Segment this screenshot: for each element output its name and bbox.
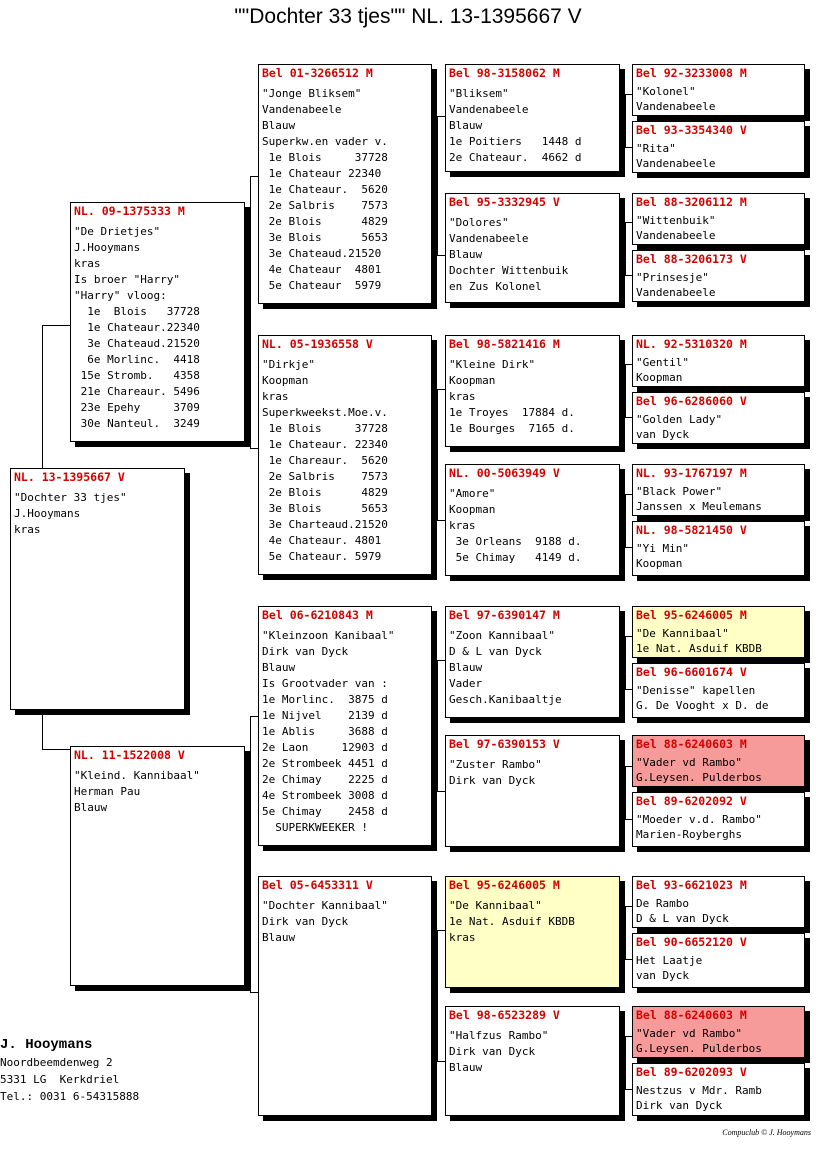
card-line: 23e Epehy 3709 xyxy=(74,401,200,414)
card-line: 3e Blois 5653 xyxy=(262,231,388,244)
pigeon-card-father xyxy=(70,202,245,442)
card-lines xyxy=(71,224,244,432)
card-line: 2e Blois 4829 xyxy=(262,486,388,499)
card-line: kras xyxy=(449,519,476,532)
card-line: J.Hooymans xyxy=(74,241,141,254)
card-line: "Golden Lady" xyxy=(636,413,723,426)
card-lines xyxy=(259,898,431,946)
card-line: Dirk van Dyck xyxy=(262,915,349,928)
pigeon-card-fmff xyxy=(632,335,805,387)
connector-mmf xyxy=(625,906,632,960)
ring-number: Bel 88-3206112 M xyxy=(636,195,747,209)
card-lines xyxy=(446,357,619,437)
card-lines xyxy=(259,86,431,294)
pigeon-card-mf xyxy=(258,606,432,846)
card-line: 1e Chateaur. 5620 xyxy=(262,183,388,196)
ring-number: Bel 96-6286060 V xyxy=(636,394,747,408)
card-lines xyxy=(446,486,619,566)
card-line: "Halfzus Rambo" xyxy=(449,1029,549,1042)
card-line: 1e Chateaur. 22340 xyxy=(262,438,388,451)
card-line: 1e Bourges 7165 d. xyxy=(449,422,575,435)
pigeon-card-fmmf xyxy=(632,464,805,516)
card-lines xyxy=(446,1028,619,1076)
card-line: 3e Orleans 9188 d. xyxy=(449,535,582,548)
card-line: Vandenabeele xyxy=(636,157,716,170)
card-line: 2e Blois 4829 xyxy=(262,215,388,228)
ring-number: Bel 97-6390147 M xyxy=(449,608,560,622)
card-line: "Moeder v.d. Rambo" xyxy=(636,813,762,826)
card-line: 1e Nat. Asduif KBDB xyxy=(636,642,762,655)
pigeon-card-fmm xyxy=(445,464,620,576)
ring-number: Bel 98-5821416 M xyxy=(449,337,560,351)
card-line: Blauw xyxy=(262,931,296,944)
card-line: Vandenabeele xyxy=(636,286,716,299)
credit-footer: Compuclub © J. Hooymans xyxy=(722,1128,811,1137)
pigeon-card-mfmm xyxy=(632,792,805,847)
card-lines xyxy=(633,355,804,385)
card-lines xyxy=(446,757,619,789)
ring-number: Bel 89-6202093 V xyxy=(636,1065,747,1079)
pigeon-card-ffmm xyxy=(632,250,805,302)
card-line: "Harry" vloog: xyxy=(74,289,167,302)
card-line: 2e Strombeek 4451 d xyxy=(262,757,388,770)
ring-number: Bel 95-3332945 V xyxy=(449,195,560,209)
card-line: Blauw xyxy=(262,661,296,674)
card-lines xyxy=(633,270,804,300)
card-line: Dirk van Dyck xyxy=(449,1045,536,1058)
ring-number: NL. 98-5821450 V xyxy=(636,523,747,537)
pigeon-card-fff xyxy=(445,64,620,172)
ring-number: Bel 97-6390153 V xyxy=(449,737,560,751)
card-line: "Kolonel" xyxy=(636,85,696,98)
card-line: 5e Chimay 4149 d. xyxy=(449,551,582,564)
card-lines xyxy=(71,768,244,816)
pigeon-card-ffm xyxy=(445,193,620,303)
card-lines xyxy=(633,626,804,656)
card-line: Blauw xyxy=(449,661,483,674)
card-lines xyxy=(633,1026,804,1056)
card-line: "Vader vd Rambo" xyxy=(636,756,742,769)
card-line: Dirk van Dyck xyxy=(262,645,349,658)
card-lines xyxy=(633,541,804,571)
card-line: "Amore" xyxy=(449,487,496,500)
pigeon-card-fm xyxy=(258,335,432,575)
card-line: Koopman xyxy=(636,371,683,384)
card-line: Herman Pau xyxy=(74,785,141,798)
pigeon-card-subject xyxy=(10,468,185,710)
card-line: 5e Chateaur. 5979 xyxy=(262,550,382,563)
card-lines xyxy=(633,1083,804,1113)
card-line: "Kleind. Kannibaal" xyxy=(74,769,200,782)
card-line: Vandenabeele xyxy=(449,103,529,116)
card-line: Blauw xyxy=(449,119,483,132)
owner-info xyxy=(0,1036,139,1105)
card-line: Koopman xyxy=(636,557,683,570)
pigeon-card-mfff xyxy=(632,606,805,658)
pigeon-card-fffm xyxy=(632,121,805,173)
card-line: Blauw xyxy=(449,1061,483,1074)
ring-number: NL. 09-1375333 M xyxy=(74,204,185,218)
ring-number: NL. 05-1936558 V xyxy=(262,337,373,351)
pigeon-card-mmmf xyxy=(632,1006,805,1058)
card-line: 21e Chareaur. 5496 xyxy=(74,385,200,398)
card-line: SUPERKWEEKER ! xyxy=(262,821,368,834)
pigeon-card-mmm xyxy=(445,1006,620,1116)
card-lines xyxy=(446,628,619,708)
card-line: Marien-Royberghs xyxy=(636,828,742,841)
card-line: 1e Chateaur.22340 xyxy=(74,321,200,334)
card-line: Dochter Wittenbuik xyxy=(449,264,569,277)
card-line: kras xyxy=(74,257,101,270)
ring-number: NL. 92-5310320 M xyxy=(636,337,747,351)
card-line: "Bliksem" xyxy=(449,87,509,100)
card-line: 4e Chateaur. 4801 xyxy=(262,534,382,547)
card-line: Koopman xyxy=(449,374,496,387)
card-lines xyxy=(633,812,804,842)
connector-fff xyxy=(625,94,632,148)
connector-mfm xyxy=(625,766,632,820)
pigeon-card-fmfm xyxy=(632,392,805,444)
card-line: 1e Chateaur 22340 xyxy=(262,167,382,180)
card-line: 3e Chateaud.21520 xyxy=(74,337,200,350)
card-line: "Zoon Kannibaal" xyxy=(449,629,555,642)
connector-mmm xyxy=(625,1036,632,1090)
connector-mff xyxy=(625,636,632,690)
card-line: Is Grootvader van : xyxy=(262,677,388,690)
card-line: van Dyck xyxy=(636,428,689,441)
card-line: 4e Chateaur 4801 xyxy=(262,263,382,276)
card-lines xyxy=(633,141,804,171)
card-line: Blauw xyxy=(74,801,108,814)
card-lines xyxy=(446,215,619,295)
pigeon-card-mff xyxy=(445,606,620,718)
card-line: "De Kannibaal" xyxy=(449,899,542,912)
card-line: 2e Chateaur. 4662 d xyxy=(449,151,582,164)
card-line: "Dolores" xyxy=(449,216,509,229)
card-lines xyxy=(633,683,804,713)
ring-number: Bel 98-3158062 M xyxy=(449,66,560,80)
card-line: Blauw xyxy=(449,248,483,261)
card-line: "Dochter Kannibaal" xyxy=(262,899,388,912)
ring-number: Bel 90-6652120 V xyxy=(636,935,747,949)
pigeon-card-ffff xyxy=(632,64,805,116)
ring-number: NL. 11-1522008 V xyxy=(74,748,185,762)
card-line: 5e Chimay 2458 d xyxy=(262,805,388,818)
card-lines xyxy=(633,953,804,983)
card-line: D & L van Dyck xyxy=(449,645,542,658)
card-line: "Wittenbuik" xyxy=(636,214,716,227)
card-lines xyxy=(11,490,184,538)
ring-number: NL. 00-5063949 V xyxy=(449,466,560,480)
card-line: 15e Stromb. 4358 xyxy=(74,369,200,382)
ring-number: Bel 89-6202092 V xyxy=(636,794,747,808)
card-lines xyxy=(633,896,804,926)
card-line: 1e Blois 37728 xyxy=(74,305,200,318)
owner-phone-line: Tel.: 0031 6-54315888 xyxy=(0,1090,140,1103)
pigeon-card-fmf xyxy=(445,335,620,447)
card-line: Janssen x Meulemans xyxy=(636,500,762,513)
card-line: "Zuster Rambo" xyxy=(449,758,542,771)
card-line: "Gentil" xyxy=(636,356,689,369)
connector-fmf xyxy=(625,364,632,418)
card-line: "Jonge Bliksem" xyxy=(262,87,362,100)
card-line: 3e Blois 5653 xyxy=(262,502,388,515)
card-line: G.Leysen. Pulderbos xyxy=(636,771,762,784)
card-line: De Rambo xyxy=(636,897,689,910)
card-line: Vader xyxy=(449,677,483,690)
card-line: 1e Ablis 3688 d xyxy=(262,725,388,738)
card-line: Vandenabeele xyxy=(636,100,716,113)
card-line: Nestzus v Mdr. Ramb xyxy=(636,1084,762,1097)
card-line: "Prinsesje" xyxy=(636,271,709,284)
card-lines xyxy=(633,755,804,785)
card-lines xyxy=(633,484,804,514)
ring-number: Bel 98-6523289 V xyxy=(449,1008,560,1022)
card-line: J.Hooymans xyxy=(14,507,81,520)
ring-number: Bel 93-6621023 M xyxy=(636,878,747,892)
card-line: "Kleinzoon Kanibaal" xyxy=(262,629,395,642)
card-line: 1e Troyes 17884 d. xyxy=(449,406,575,419)
card-line: 5e Chateaur 5979 xyxy=(262,279,382,292)
owner-name: J. Hooymans xyxy=(0,1037,93,1053)
pigeon-card-mmfm xyxy=(632,933,805,988)
pedigree-title: ""Dochter 33 tjes"" NL. 13-1395667 V xyxy=(234,5,582,28)
card-lines xyxy=(259,357,431,565)
connector-ffm xyxy=(625,222,632,276)
card-line: "Yi Min" xyxy=(636,542,689,555)
card-line: G. De Vooght x D. de xyxy=(636,699,769,712)
pigeon-card-mffm xyxy=(632,663,805,718)
card-line: 1e Blois 37728 xyxy=(262,422,388,435)
card-lines xyxy=(446,898,619,946)
ring-number: Bel 95-6246005 M xyxy=(636,608,747,622)
card-line: "Dochter 33 tjes" xyxy=(14,491,127,504)
card-line: Dirk van Dyck xyxy=(636,1099,723,1112)
card-line: 6e Morlinc. 4418 xyxy=(74,353,200,366)
card-line: Vandenabeele xyxy=(262,103,342,116)
card-lines xyxy=(446,86,619,166)
card-line: Superkw.en vader v. xyxy=(262,135,388,148)
card-lines xyxy=(259,628,431,836)
ring-number: Bel 96-6601674 V xyxy=(636,665,747,679)
card-lines xyxy=(633,412,804,442)
pigeon-card-mother xyxy=(70,746,245,986)
card-line: 3e Chateaud.21520 xyxy=(262,247,382,260)
ring-number: Bel 05-6453311 V xyxy=(262,878,373,892)
card-line: 1e Poitiers 1448 d xyxy=(449,135,582,148)
card-line: "De Drietjes" xyxy=(74,225,161,238)
owner-address-line: Noordbeemdenweg 2 xyxy=(0,1056,113,1069)
ring-number: Bel 93-3354340 V xyxy=(636,123,747,137)
card-line: "Vader vd Rambo" xyxy=(636,1027,742,1040)
card-line: kras xyxy=(449,390,476,403)
ring-number: Bel 95-6246005 M xyxy=(449,878,560,892)
card-lines xyxy=(633,84,804,114)
card-line: van Dyck xyxy=(636,969,689,982)
card-line: Vandenabeele xyxy=(636,229,716,242)
connector-fmm xyxy=(625,494,632,548)
pigeon-card-mmf xyxy=(445,876,620,988)
card-line: en Zus Kolonel xyxy=(449,280,542,293)
card-line: 2e Chimay 2225 d xyxy=(262,773,388,786)
ring-number: NL. 13-1395667 V xyxy=(14,470,125,484)
card-line: D & L van Dyck xyxy=(636,912,729,925)
card-line: Is broer "Harry" xyxy=(74,273,180,286)
card-line: "Kleine Dirk" xyxy=(449,358,536,371)
ring-number: Bel 88-6240603 M xyxy=(636,737,747,751)
card-line: Koopman xyxy=(262,374,309,387)
card-line: Superkweekst.Moe.v. xyxy=(262,406,388,419)
pigeon-card-ffmf xyxy=(632,193,805,245)
ring-number: Bel 88-3206173 V xyxy=(636,252,747,266)
owner-postal-line: 5331 LG Kerkdriel xyxy=(0,1073,120,1086)
card-line: Het Laatje xyxy=(636,954,703,967)
card-line: "Dirkje" xyxy=(262,358,315,371)
card-line: 1e Morlinc. 3875 d xyxy=(262,693,388,706)
card-line: kras xyxy=(449,931,476,944)
card-line: Gesch.Kanibaaltje xyxy=(449,693,562,706)
pigeon-card-mm xyxy=(258,876,432,1116)
ring-number: Bel 06-6210843 M xyxy=(262,608,373,622)
pigeon-card-ff xyxy=(258,64,432,304)
card-line: Blauw xyxy=(262,119,296,132)
ring-number: Bel 88-6240603 M xyxy=(636,1008,747,1022)
card-line: 2e Salbris 7573 xyxy=(262,199,388,212)
card-line: Dirk van Dyck xyxy=(449,774,536,787)
card-line: 1e Nat. Asduif KBDB xyxy=(449,915,575,928)
ring-number: NL. 93-1767197 M xyxy=(636,466,747,480)
card-line: "De Kannibaal" xyxy=(636,627,729,640)
pigeon-card-fmmm xyxy=(632,521,805,576)
card-line: 1e Blois 37728 xyxy=(262,151,388,164)
ring-number: Bel 01-3266512 M xyxy=(262,66,373,80)
card-line: kras xyxy=(14,523,41,536)
card-line: "Black Power" xyxy=(636,485,723,498)
card-line: G.Leysen. Pulderbos xyxy=(636,1042,762,1055)
card-line: "Rita" xyxy=(636,142,676,155)
card-lines xyxy=(633,213,804,243)
pigeon-card-mmmm xyxy=(632,1063,805,1116)
card-line: 3e Charteaud.21520 xyxy=(262,518,388,531)
pigeon-card-mmff xyxy=(632,876,805,928)
pigeon-card-mfm xyxy=(445,735,620,847)
card-line: "Denisse" kapellen xyxy=(636,684,756,697)
card-line: 4e Strombeek 3008 d xyxy=(262,789,388,802)
card-line: Vandenabeele xyxy=(449,232,529,245)
card-line: 2e Laon 12903 d xyxy=(262,741,388,754)
card-line: Koopman xyxy=(449,503,496,516)
card-line: 1e Nijvel 2139 d xyxy=(262,709,388,722)
card-line: 2e Salbris 7573 xyxy=(262,470,388,483)
card-line: 30e Nanteul. 3249 xyxy=(74,417,200,430)
card-line: kras xyxy=(262,390,289,403)
ring-number: Bel 92-3233008 M xyxy=(636,66,747,80)
pigeon-card-mfmf xyxy=(632,735,805,787)
card-line: 1e Chareaur. 5620 xyxy=(262,454,388,467)
